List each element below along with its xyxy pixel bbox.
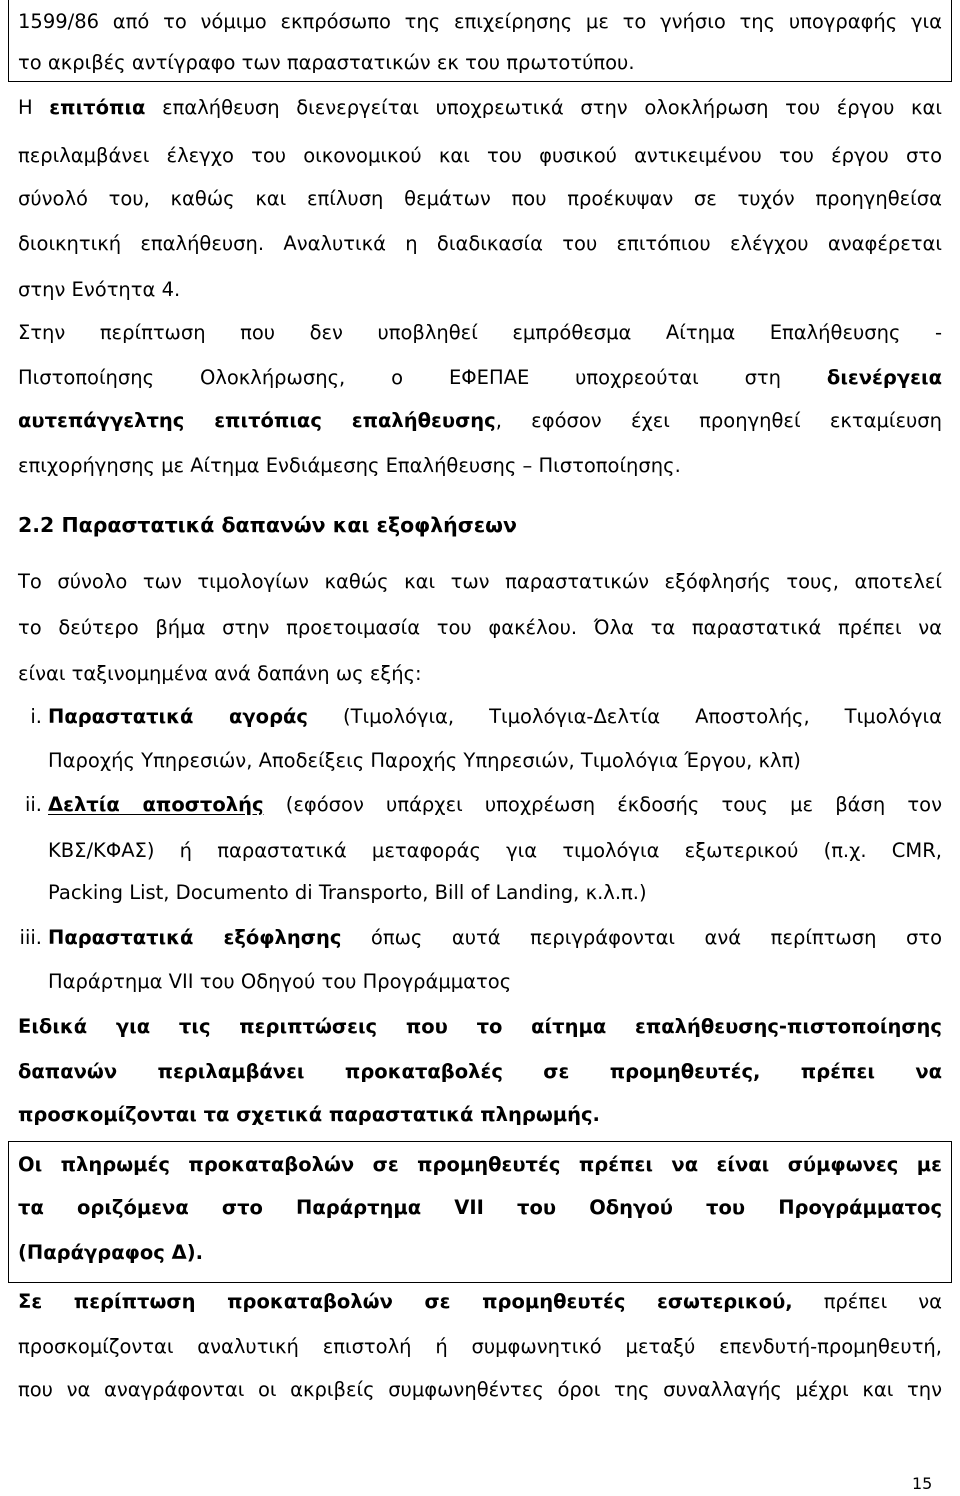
p1-l1-c: επαλήθευση διενεργείται υποχρεωτικά στην ολοκλήρωση του έργου και [145, 96, 942, 119]
p5-line-1 [18, 1289, 942, 1315]
p4-line-2 [18, 1059, 942, 1085]
p3-line-1: Το σύνολο των τιμολογίων καθώς και των παραστατικών εξόφλησής τους, αποτελεί [18, 570, 942, 593]
p4-l1-bold: Ειδικά για τις περιπτώσεις που το αίτημα επαλήθευσης-πιστοποίησης [18, 1015, 942, 1038]
p2-line-2 [18, 365, 942, 391]
p1-line-1 [18, 95, 942, 121]
box2-line-2 [18, 1195, 942, 1221]
p2-line-3 [18, 408, 942, 434]
box1-line-2: το ακριβές αντίγραφο των παραστατικών εκ του πρωτοτύπου. [18, 51, 635, 74]
p1-line-2: περιλαμβάνει έλεγχο του οικονομικού και του φυσικού αντικειμένου του έργου στο [18, 144, 942, 167]
list-item-line-2: Παράρτημα VII του Οδηγού του Προγράμματος [48, 970, 512, 993]
box2-l2-bold: τα οριζόμενα στο Παράρτημα VII του Οδηγού του Προγράμματος [18, 1196, 942, 1219]
list-item-rest: (Τιμολόγια, Τιμολόγια-Δελτία Αποστολής, Τιμολόγια [307, 705, 942, 728]
p5-line-2: προσκομίζονται αναλυτική επιστολή ή συμφωνητικό μεταξύ επενδυτή-προμηθευτή, [18, 1335, 942, 1358]
list-marker: i. [30, 705, 42, 728]
box2-l3-bold: (Παράγραφος Δ). [18, 1241, 204, 1264]
list-item [0, 792, 960, 918]
list-item-line-1 [48, 925, 942, 951]
list-item-line-3: Packing List, Documento di Transporto, Bill of Landing, κ.λ.π.) [48, 881, 647, 904]
list-item-bold: Παραστατικά εξόφλησης [48, 926, 342, 949]
list-item [0, 704, 960, 784]
p1-l1-a: Η [18, 96, 50, 119]
list-item-rest: (εφόσον υπάρχει υποχρέωση έκδοσής τους με βάση τον [263, 793, 942, 816]
section-heading: 2.2 Παραστατικά δαπανών και εξοφλήσεων [18, 513, 517, 537]
page-number: 15 [912, 1474, 933, 1493]
p2-l3-b: , εφόσον έχει προηγηθεί εκταμίευση [495, 409, 942, 432]
p2-l3-bold: αυτεπάγγελτης επιτόπιας επαλήθευσης [18, 409, 496, 432]
p1-l1-bold: επιτόπια [49, 96, 146, 119]
p2-l2-a: Πιστοποίησης Ολοκλήρωσης, ο ΕΦΕΠΑΕ υποχρεούται στη [18, 366, 827, 389]
p1-line-3: σύνολό του, καθώς και επίλυση θεμάτων που προέκυψαν σε τυχόν προηγηθείσα [18, 187, 942, 210]
list-item-line-1 [48, 792, 942, 818]
list-item-bold: Παραστατικά αγοράς [48, 705, 308, 728]
list-item-rest: όπως αυτά περιγράφονται ανά περίπτωση στο [341, 926, 943, 949]
list-item-bold: Δελτία αποστολής [48, 793, 264, 816]
p4-line-1 [18, 1014, 942, 1040]
list-item-line-2: ΚΒΣ/ΚΦΑΣ) ή παραστατικά μεταφοράς για τιμολόγια εξωτερικού (π.χ. CMR, [48, 839, 942, 862]
box2-line-1 [18, 1152, 942, 1178]
p4-l2-bold: δαπανών περιλαμβάνει προκαταβολές σε προμηθευτές, πρέπει να [18, 1060, 942, 1083]
box2-line-3 [18, 1240, 942, 1266]
list-marker: iii. [19, 926, 42, 949]
p2-l2-bold: διενέργεια [826, 366, 942, 389]
list-item-line-1 [48, 704, 942, 730]
p1-line-4: διοικητική επαλήθευση. Αναλυτικά η διαδικασία του επιτόπιου ελέγχου αναφέρεται [18, 232, 942, 255]
p5-l1-rest: πρέπει να [792, 1290, 942, 1313]
p5-l1-bold: Σε περίπτωση προκαταβολών σε προμηθευτές εσωτερικού, [18, 1290, 793, 1313]
list-marker: ii. [24, 793, 42, 816]
p5-line-3: που να αναγράφονται οι ακριβείς συμφωνηθέντες όροι της συναλλαγής μέχρι και την [18, 1378, 942, 1401]
list-item-line-2: Παροχής Υπηρεσιών, Αποδείξεις Παροχής Υπηρεσιών, Τιμολόγια Έργου, κλπ) [48, 749, 801, 772]
box2-l1-bold: Οι πληρωμές προκαταβολών σε προμηθευτές πρέπει να είναι σύμφωνες με [18, 1153, 942, 1176]
p4-l3-bold: προσκομίζονται τα σχετικά παραστατικά πληρωμής. [18, 1103, 600, 1126]
p1-line-5: στην Ενότητα 4. [18, 278, 181, 301]
box1-line-1: 1599/86 από το νόμιμο εκπρόσωπο της επιχείρησης με το γνήσιο της υπογραφής για [18, 10, 942, 33]
list-item [0, 925, 960, 1005]
p3-line-3: είναι ταξινομημένα ανά δαπάνη ως εξής: [18, 662, 422, 685]
p3-line-2: το δεύτερο βήμα στην προετοιμασία του φακέλου. Όλα τα παραστατικά πρέπει να [18, 616, 942, 639]
p2-line-4: επιχορήγησης με Αίτημα Ενδιάμεσης Επαλήθευσης – Πιστοποίησης. [18, 454, 681, 477]
p2-line-1: Στην περίπτωση που δεν υποβληθεί εμπρόθεσμα Αίτημα Επαλήθευσης - [18, 321, 942, 344]
p4-line-3 [18, 1102, 942, 1128]
